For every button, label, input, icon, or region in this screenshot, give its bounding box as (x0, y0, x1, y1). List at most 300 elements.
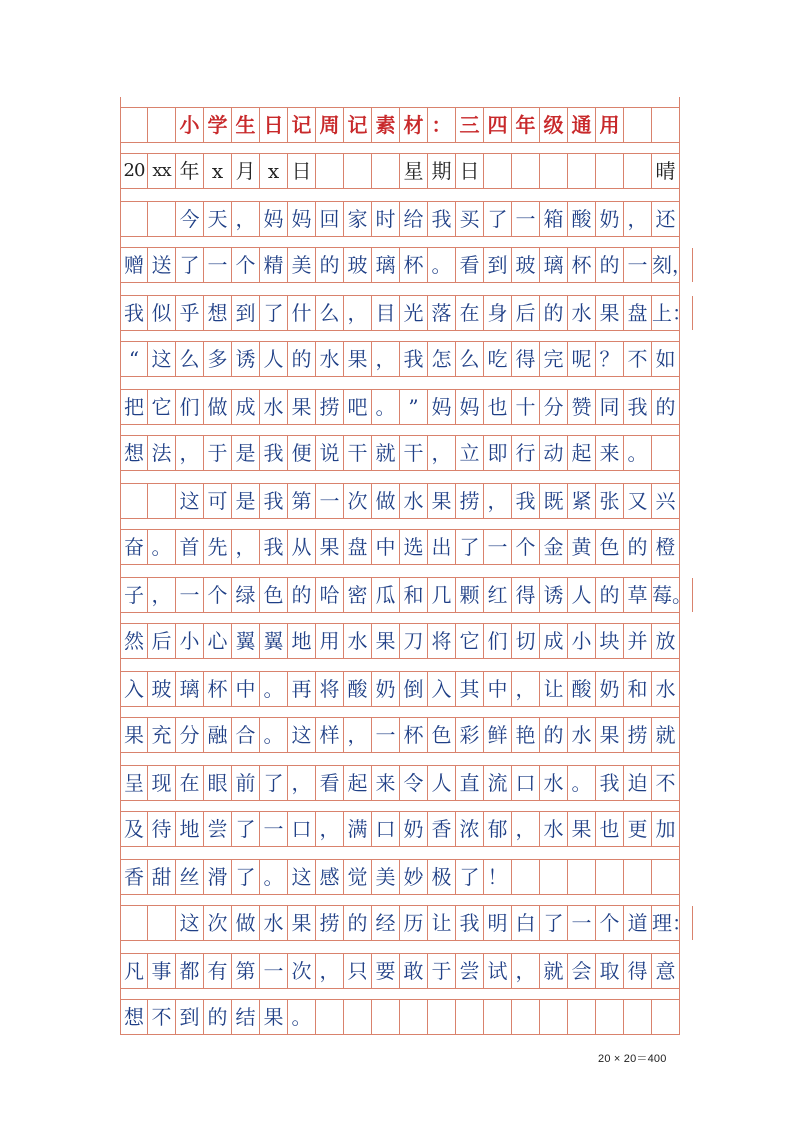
grid-cell: 不 (624, 342, 652, 376)
grid-cell (428, 1000, 456, 1034)
grid-cell: 了 (456, 860, 484, 894)
grid-cell: 次 (344, 484, 372, 518)
grid-cell: 我 (260, 530, 288, 564)
grid-cell: 给 (400, 202, 428, 236)
grid-cell: 了 (232, 812, 260, 846)
grid-cell: 香 (120, 860, 148, 894)
grid-cell: 让 (428, 906, 456, 940)
grid-cell (568, 154, 596, 188)
grid-cell: 尝 (456, 954, 484, 988)
grid-cell (148, 484, 176, 518)
grid-cell: 奶 (596, 202, 624, 236)
grid-cell: 鲜 (484, 718, 512, 752)
grid-cell: 果 (372, 624, 400, 658)
grid-cell: 选 (400, 530, 428, 564)
grid-cell: 是 (232, 436, 260, 470)
grid-cell: 杯 (400, 718, 428, 752)
grid-cell: 郁 (484, 812, 512, 846)
grid-cell: 来 (372, 766, 400, 800)
grid-cell: 先 (204, 530, 232, 564)
grid-cell: 色 (596, 530, 624, 564)
grid-cell: 就 (540, 954, 568, 988)
grid-cell: 如 (652, 342, 680, 376)
grid-cell: 直 (456, 766, 484, 800)
grid-cell: 。 (624, 436, 652, 470)
grid-cell: 试 (484, 954, 512, 988)
grid-cell: 橙 (652, 530, 680, 564)
grid-cell: 后 (512, 296, 540, 330)
grid-cell (456, 1000, 484, 1034)
grid-cell: 几 (428, 578, 456, 612)
grid-cell: ， (512, 672, 540, 706)
grid-cell: 水 (260, 390, 288, 424)
grid-cell: 妈 (456, 390, 484, 424)
grid-cell: 颗 (456, 578, 484, 612)
grid-cell (512, 1000, 540, 1034)
grid-cell: 莓。 (652, 578, 693, 612)
grid-cell: 个 (204, 578, 232, 612)
grid-cell: 美 (372, 860, 400, 894)
grid-cell: 这 (176, 484, 204, 518)
grid-cell: 满 (344, 812, 372, 846)
grid-cell: 后 (148, 624, 176, 658)
grid-cell: 盘 (344, 530, 372, 564)
grid-cell: 明 (484, 906, 512, 940)
grid-cell: 我 (456, 906, 484, 940)
grid-cell: 和 (400, 578, 428, 612)
grid-cell: 及 (120, 812, 148, 846)
grid-cell: 起 (344, 766, 372, 800)
grid-cell: 月 (232, 154, 260, 188)
grid-cell: 赠 (120, 248, 148, 282)
grid-cell: 玻 (512, 248, 540, 282)
grid-cell: 日 (456, 154, 484, 188)
grid-cell (120, 202, 148, 236)
title-row (120, 107, 680, 143)
grid-cell: 用 (316, 624, 344, 658)
grid-cell: 干 (344, 436, 372, 470)
grid-cell: 做 (372, 484, 400, 518)
grid-cell: 奶 (596, 672, 624, 706)
grid-cell: 四 (484, 108, 512, 142)
grid-cell: 。 (568, 766, 596, 800)
grid-cell (652, 436, 680, 470)
grid-cell: 于 (204, 436, 232, 470)
grid-cell: 样 (316, 718, 344, 752)
grid-cell: 色 (260, 578, 288, 612)
grid-cell: 美 (288, 248, 316, 282)
grid-cell: 们 (484, 624, 512, 658)
grid-cell: 这 (288, 860, 316, 894)
grid-cell: 捞 (316, 390, 344, 424)
grid-cell: 倒 (400, 672, 428, 706)
text-row (120, 201, 680, 237)
grid-cell: 了 (456, 530, 484, 564)
grid-cell: 家 (344, 202, 372, 236)
grid-cell: 。 (148, 530, 176, 564)
grid-cell (372, 154, 400, 188)
grid-cell: 捞 (316, 906, 344, 940)
grid-cell (596, 860, 624, 894)
grid-cell: 么 (456, 342, 484, 376)
text-row (120, 529, 680, 565)
grid-cell: 诱 (540, 578, 568, 612)
grid-cell: 取 (596, 954, 624, 988)
grid-cell: 呢 (568, 342, 596, 376)
grid-cell: 一 (176, 578, 204, 612)
grid-cell: 会 (568, 954, 596, 988)
grid-cell: 干 (400, 436, 428, 470)
composition-grid-paper (120, 97, 692, 1035)
grid-cell: 。 (260, 718, 288, 752)
grid-cell: 看 (456, 248, 484, 282)
grid-cell: 觉 (344, 860, 372, 894)
grid-cell (624, 108, 652, 142)
grid-cell: 果 (316, 530, 344, 564)
text-row (120, 247, 692, 283)
grid-cell: 吧 (344, 390, 372, 424)
grid-cell: 光 (400, 296, 428, 330)
grid-cell: 做 (204, 390, 232, 424)
grid-cell: ： (428, 108, 456, 142)
grid-cell: 学 (204, 108, 232, 142)
grid-cell: 首 (176, 530, 204, 564)
grid-cell: 。 (288, 1000, 316, 1034)
text-row (120, 999, 680, 1035)
grid-cell: ， (484, 484, 512, 518)
grid-cell: 不 (652, 766, 680, 800)
grid-cell: 的 (652, 390, 680, 424)
grid-cell: 水 (540, 812, 568, 846)
grid-cell: 呈 (120, 766, 148, 800)
grid-cell: 个 (512, 530, 540, 564)
grid-cell: 出 (428, 530, 456, 564)
grid-cell: 其 (456, 672, 484, 706)
grid-cell: 杯 (568, 248, 596, 282)
grid-cell (624, 154, 652, 188)
grid-cell: 现 (148, 766, 176, 800)
grid-cell: 个 (596, 906, 624, 940)
grid-cell: 记 (344, 108, 372, 142)
grid-cell: 酸 (568, 202, 596, 236)
grid-cell: 。 (428, 248, 456, 282)
grid-cell: 一 (484, 530, 512, 564)
grid-cell: 香 (428, 812, 456, 846)
grid-cell (596, 1000, 624, 1034)
grid-cell: 入 (120, 672, 148, 706)
grid-cell: 人 (568, 578, 596, 612)
grid-cell: 璃 (372, 248, 400, 282)
grid-cell: 极 (428, 860, 456, 894)
grid-cell: 道 (624, 906, 652, 940)
grid-cell (568, 860, 596, 894)
grid-cell: 想 (120, 436, 148, 470)
grid-cell: 材 (400, 108, 428, 142)
grid-cell: 这 (288, 718, 316, 752)
grid-cell (624, 860, 652, 894)
grid-cell: 十 (512, 390, 540, 424)
grid-cell: 了 (260, 766, 288, 800)
grid-cell: 法 (148, 436, 176, 470)
grid-cell: 是 (232, 484, 260, 518)
grid-cell: 让 (540, 672, 568, 706)
grid-cell: 捞 (624, 718, 652, 752)
grid-cell: 水 (316, 342, 344, 376)
grid-cell: x (260, 154, 288, 188)
grid-cell: 子 (120, 578, 148, 612)
grid-cell: ， (176, 436, 204, 470)
grid-cell: 奋 (120, 530, 148, 564)
grid-cell: 甜 (148, 860, 176, 894)
grid-cell: 得 (512, 578, 540, 612)
grid-cell: 酸 (344, 672, 372, 706)
grid-cell: 的 (540, 296, 568, 330)
grid-cell (512, 154, 540, 188)
grid-cell: 一 (204, 248, 232, 282)
grid-cell: 还 (652, 202, 680, 236)
grid-cell: 果 (596, 296, 624, 330)
grid-cell: 浓 (456, 812, 484, 846)
grid-cell: 中 (484, 672, 512, 706)
grid-cell: 一 (568, 906, 596, 940)
grid-cell: 上： (652, 296, 693, 330)
grid-cell: 红 (484, 578, 512, 612)
grid-cell: 的 (596, 248, 624, 282)
grid-cell: 小 (176, 624, 204, 658)
grid-cell: 人 (428, 766, 456, 800)
grid-cell: 箱 (540, 202, 568, 236)
grid-cell: 通 (568, 108, 596, 142)
grid-cell: 晴 (652, 154, 680, 188)
grid-cell: ， (372, 342, 400, 376)
grid-cell: 年 (176, 154, 204, 188)
grid-cell: 水 (540, 766, 568, 800)
grid-cell: 捞 (456, 484, 484, 518)
grid-cell: 的 (288, 578, 316, 612)
grid-cell: 眼 (204, 766, 232, 800)
grid-cell: 尝 (204, 812, 232, 846)
grid-cell: 滑 (204, 860, 232, 894)
grid-cell: 盘 (624, 296, 652, 330)
grid-cell: 送 (148, 248, 176, 282)
grid-cell: 敢 (400, 954, 428, 988)
grid-cell: 然 (120, 624, 148, 658)
grid-cell: 成 (232, 390, 260, 424)
grid-cell: 行 (512, 436, 540, 470)
grid-cell: 瓜 (372, 578, 400, 612)
grid-cell: 日 (260, 108, 288, 142)
grid-cell: 生 (232, 108, 260, 142)
grid-cell: 记 (288, 108, 316, 142)
grid-cell: 入 (428, 672, 456, 706)
grid-cell: 想 (120, 1000, 148, 1034)
grid-cell: 回 (316, 202, 344, 236)
grid-cell (372, 1000, 400, 1034)
grid-cell: 奶 (400, 812, 428, 846)
grid-cell: 将 (428, 624, 456, 658)
grid-cell: 的 (596, 578, 624, 612)
grid-cell: 说 (316, 436, 344, 470)
grid-cell: 张 (596, 484, 624, 518)
grid-cell: 了 (176, 248, 204, 282)
grid-cell: 天 (204, 202, 232, 236)
grid-cell: 。 (260, 672, 288, 706)
grid-cell: ！ (484, 860, 512, 894)
grid-cell: 地 (288, 624, 316, 658)
grid-cell: 做 (232, 906, 260, 940)
grid-cell (484, 154, 512, 188)
grid-cell: 这 (148, 342, 176, 376)
grid-cell: 么 (316, 296, 344, 330)
grid-cell: 切 (512, 624, 540, 658)
grid-cell: 在 (456, 296, 484, 330)
grid-cell: 块 (596, 624, 624, 658)
grid-cell: 意 (652, 954, 680, 988)
grid-cell: 果 (288, 906, 316, 940)
grid-cell: 小 (176, 108, 204, 142)
grid-cell: 成 (540, 624, 568, 658)
grid-cell: 口 (372, 812, 400, 846)
grid-cell: 令 (400, 766, 428, 800)
text-row (120, 389, 680, 425)
grid-cell: 次 (204, 906, 232, 940)
grid-cell: 紧 (568, 484, 596, 518)
grid-cell: 理： (652, 906, 693, 940)
grid-cell: 我 (596, 766, 624, 800)
grid-cell: 不 (148, 1000, 176, 1034)
grid-cell: 我 (400, 342, 428, 376)
grid-cell: 目 (372, 296, 400, 330)
grid-cell: ， (316, 954, 344, 988)
text-row (120, 435, 680, 471)
grid-cell: 水 (652, 672, 680, 706)
text-row (120, 905, 692, 941)
grid-cell: 个 (232, 248, 260, 282)
grid-cell: 星 (400, 154, 428, 188)
grid-cell (652, 108, 680, 142)
grid-cell: 哈 (316, 578, 344, 612)
grid-cell: 待 (148, 812, 176, 846)
grid-cell: 一 (316, 484, 344, 518)
grid-cell: ， (232, 202, 260, 236)
grid-cell: 果 (344, 342, 372, 376)
grid-cell: 立 (456, 436, 484, 470)
text-row (120, 483, 680, 519)
grid-cell (540, 1000, 568, 1034)
grid-cell: 诱 (232, 342, 260, 376)
grid-cell: 果 (260, 1000, 288, 1034)
grid-cell: “ (120, 342, 148, 376)
grid-cell: 三 (456, 108, 484, 142)
grid-cell: 翼 (232, 624, 260, 658)
grid-cell: 看 (316, 766, 344, 800)
grid-cell (120, 484, 148, 518)
grid-cell: 历 (400, 906, 428, 940)
grid-cell: 把 (120, 390, 148, 424)
grid-cell: 果 (288, 390, 316, 424)
grid-cell: 的 (344, 906, 372, 940)
grid-cell: 动 (540, 436, 568, 470)
grid-cell (344, 1000, 372, 1034)
grid-cell: 的 (540, 718, 568, 752)
grid-cell: 合 (232, 718, 260, 752)
grid-cell: 年 (512, 108, 540, 142)
grid-cell: 璃 (540, 248, 568, 282)
date-row (120, 153, 680, 189)
grid-cell: 次 (288, 954, 316, 988)
grid-cell: 的 (624, 530, 652, 564)
grid-cell: 可 (204, 484, 232, 518)
grid-cell: ， (512, 954, 540, 988)
grid-cell: ， (316, 812, 344, 846)
grid-cell: ， (344, 718, 372, 752)
grid-cell: ， (288, 766, 316, 800)
grid-cell: 得 (512, 342, 540, 376)
grid-cell: ， (512, 812, 540, 846)
grid-cell: 就 (372, 436, 400, 470)
grid-cell (512, 860, 540, 894)
grid-cell: 翼 (260, 624, 288, 658)
grid-cell: 将 (316, 672, 344, 706)
grid-cell: 我 (428, 202, 456, 236)
grid-cell: 今 (176, 202, 204, 236)
grid-cell (344, 154, 372, 188)
grid-cell: 也 (484, 390, 512, 424)
grid-cell: 流 (484, 766, 512, 800)
grid-cell: 中 (232, 672, 260, 706)
grid-cell: 色 (428, 718, 456, 752)
grid-cell (540, 154, 568, 188)
grid-cell (316, 1000, 344, 1034)
grid-cell: 怎 (428, 342, 456, 376)
grid-cell: 们 (176, 390, 204, 424)
grid-cell: 草 (624, 578, 652, 612)
grid-cell: 人 (260, 342, 288, 376)
grid-cell (316, 154, 344, 188)
grid-cell: 密 (344, 578, 372, 612)
grid-cell (652, 860, 680, 894)
grid-cell: 了 (260, 296, 288, 330)
text-row (120, 671, 680, 707)
grid-cell: 放 (652, 624, 680, 658)
text-row (120, 953, 680, 989)
grid-cell: 妈 (288, 202, 316, 236)
grid-cell: 水 (400, 484, 428, 518)
grid-cell: 到 (232, 296, 260, 330)
grid-cell: 要 (372, 954, 400, 988)
grid-cell: 又 (624, 484, 652, 518)
grid-cell: 它 (456, 624, 484, 658)
grid-cell: 白 (512, 906, 540, 940)
grid-cell (148, 202, 176, 236)
grid-cell: 到 (484, 248, 512, 282)
grid-cell (596, 154, 624, 188)
grid-cell: ， (232, 530, 260, 564)
text-row (120, 577, 692, 613)
grid-cell: 分 (176, 718, 204, 752)
grid-cell: 这 (176, 906, 204, 940)
grid-cell: 果 (568, 812, 596, 846)
grid-cell: 水 (568, 296, 596, 330)
grid-cell (484, 1000, 512, 1034)
grid-cell: 兴 (652, 484, 680, 518)
grid-cell: 事 (148, 954, 176, 988)
grid-cell (568, 1000, 596, 1034)
grid-cell: 我 (260, 436, 288, 470)
grid-cell: 黄 (568, 530, 596, 564)
text-row (120, 811, 680, 847)
grid-cell: 第 (232, 954, 260, 988)
